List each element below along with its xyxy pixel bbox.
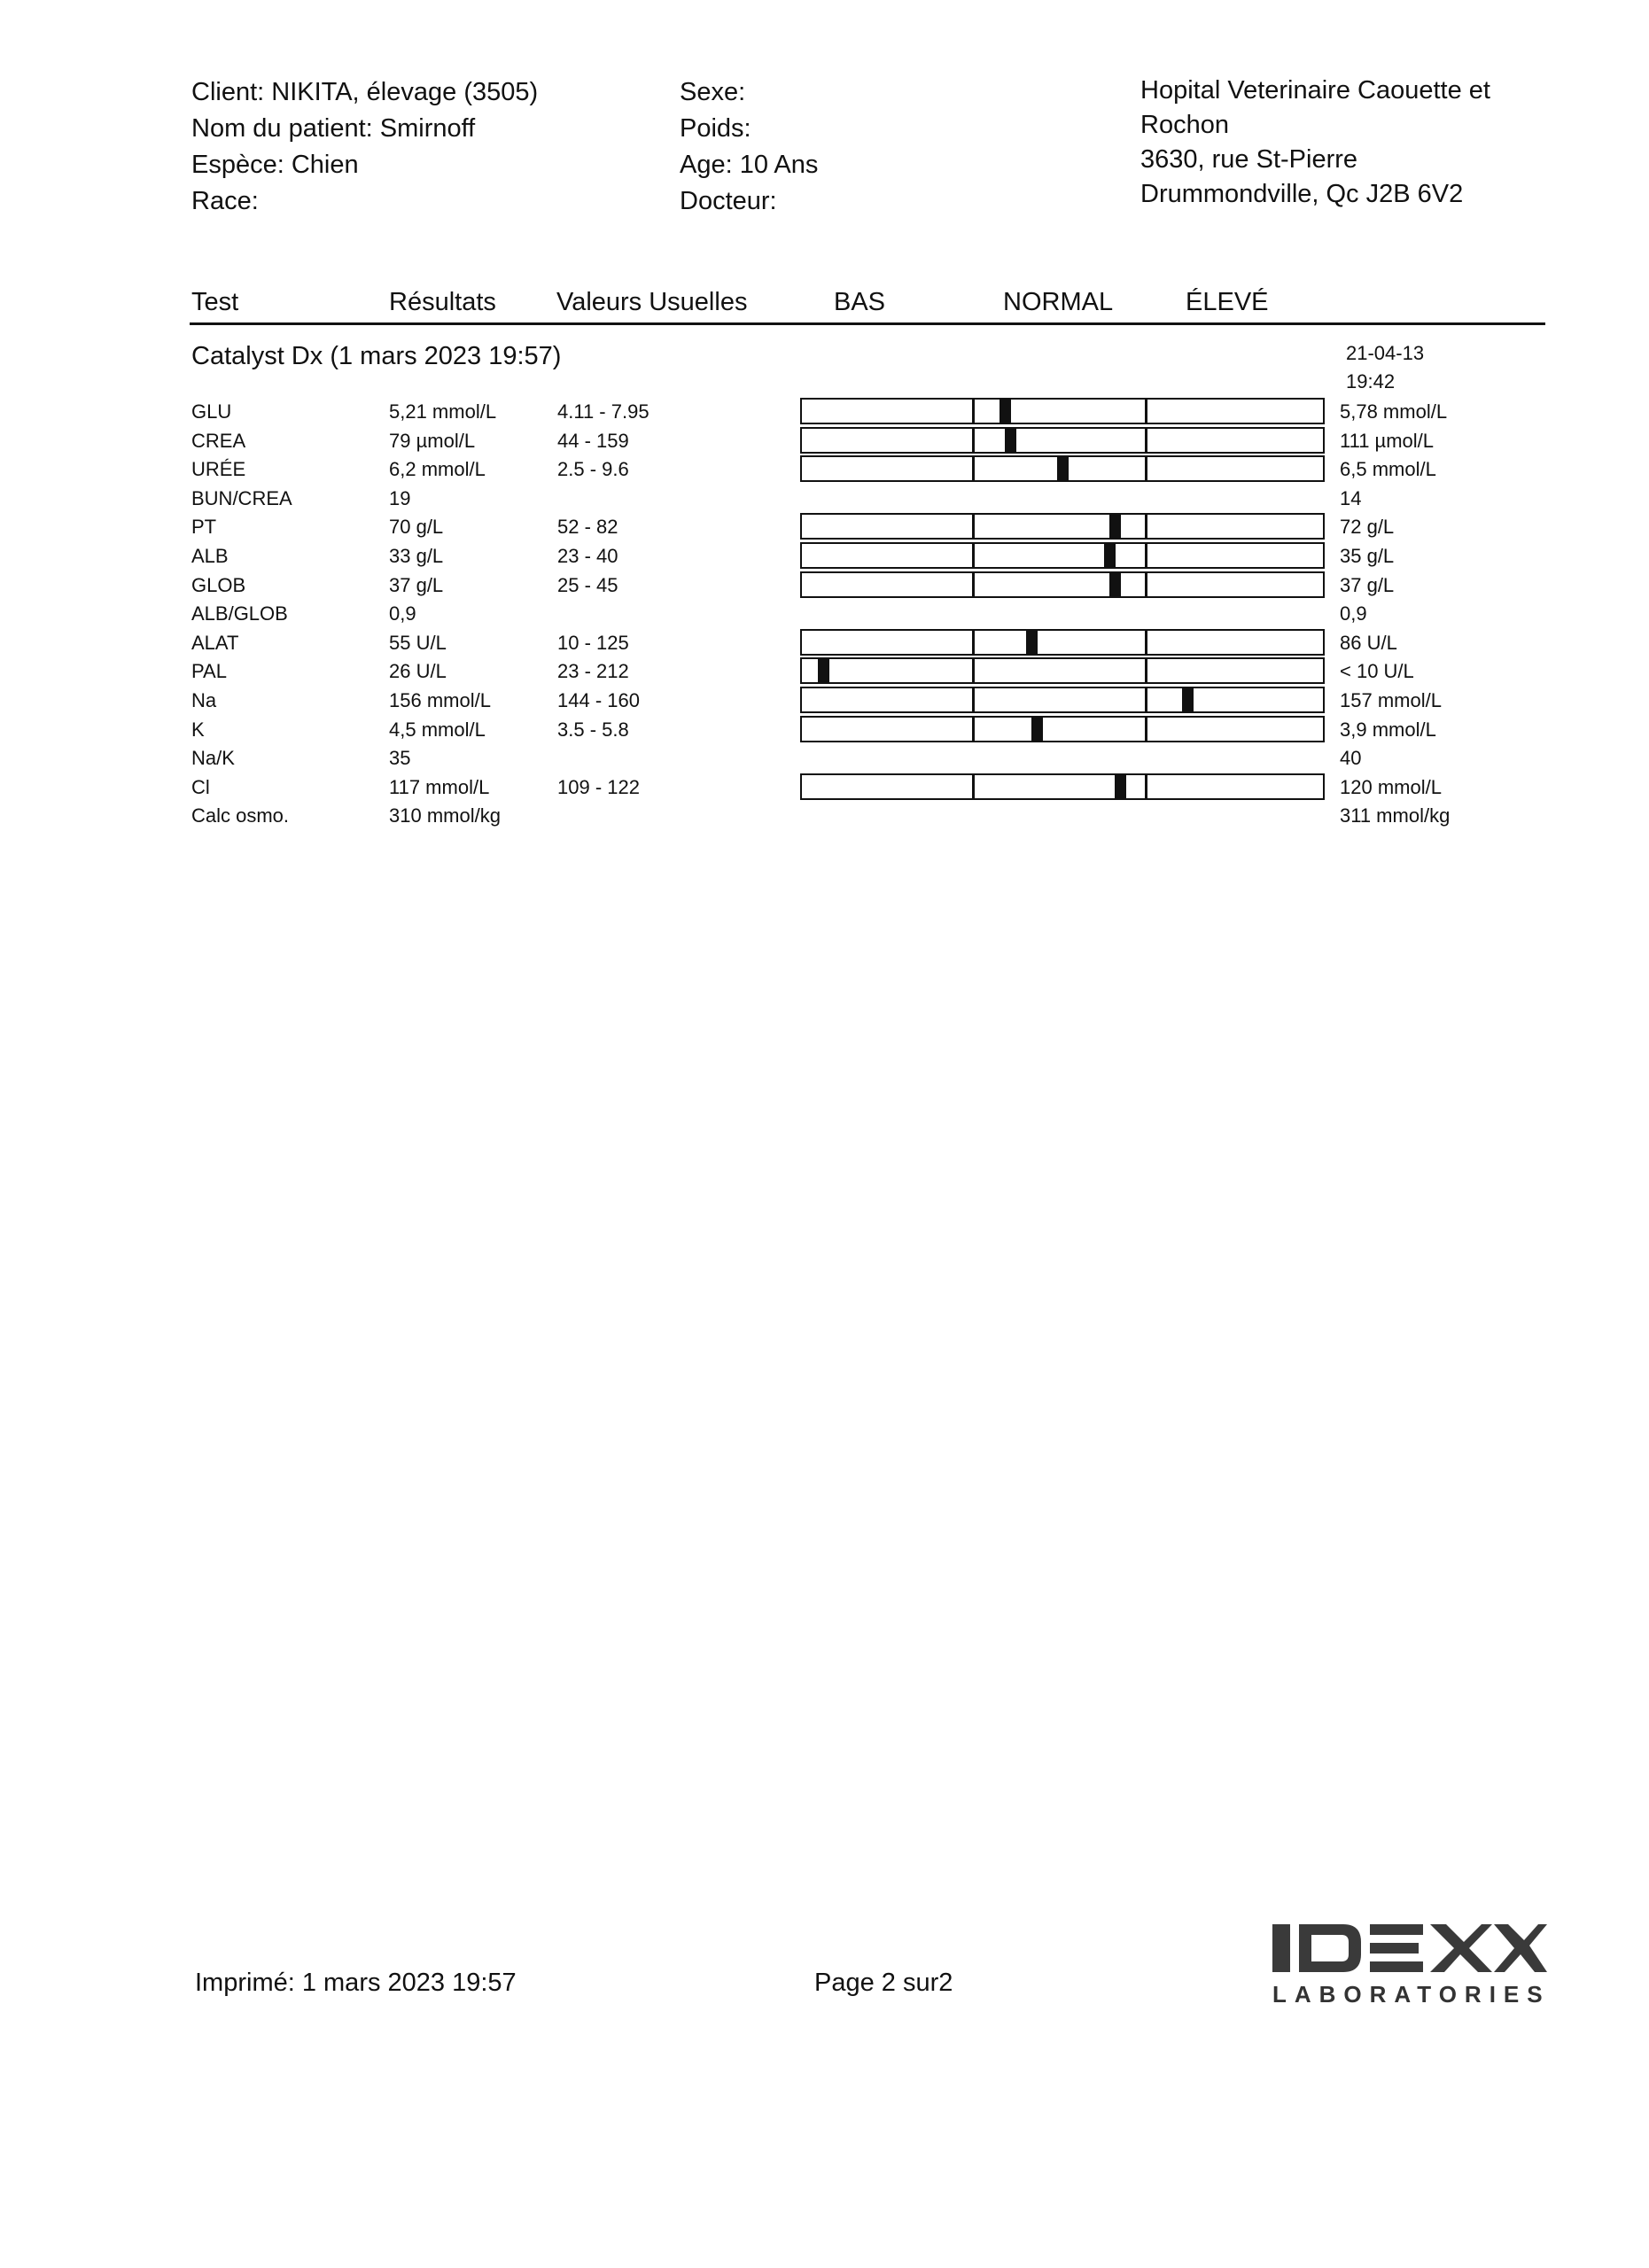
reference-range: 109 - 122 [557,775,640,798]
range-bar-high-divider [1145,718,1147,741]
range-bar [800,687,1325,713]
range-bar-high-divider [1145,775,1147,798]
reference-range: 52 - 82 [557,516,618,539]
idexx-logo-mark [1272,1921,1547,1976]
range-bar-marker [1026,631,1038,654]
previous-result: 40 [1340,747,1362,770]
range-bar-low-divider [972,573,975,596]
previous-date: 21-04-13 [1346,342,1425,364]
page-number: Page 2 sur2 [814,1969,953,1997]
test-result: 310 mmol/kg [389,804,501,827]
clinic-name-line2: Rochon [1140,111,1229,139]
printed-date: Imprimé: 1 mars 2023 19:57 [195,1969,517,1997]
previous-result: 311 mmol/kg [1340,804,1451,827]
range-bar [800,398,1325,424]
weight: Poids: [680,114,751,143]
col-header-high: ÉLEVÉ [1186,288,1269,316]
test-name: PT [191,516,217,539]
test-name: GLU [191,400,232,423]
test-result: 55 U/L [389,631,447,654]
range-bar-high-divider [1145,631,1147,654]
range-bar-low-divider [972,688,975,711]
range-bar-high-divider [1145,659,1147,682]
reference-range: 3.5 - 5.8 [557,718,629,741]
patient-name: Nom du patient: Smirnoff [191,114,476,143]
breed: Race: [191,187,259,215]
header-rule [190,322,1545,325]
previous-result: 37 g/L [1340,573,1395,596]
test-result: 70 g/L [389,516,444,539]
test-result: 19 [389,486,411,509]
range-bar [800,571,1325,598]
idexx-logo-subtitle: LABORATORIES [1272,1981,1551,2008]
reference-range: 144 - 160 [557,689,640,711]
reference-range: 23 - 40 [557,545,618,567]
species: Espèce: Chien [191,151,359,179]
test-name: CREA [191,429,246,452]
test-name: ALB/GLOB [191,602,288,625]
range-bar [800,455,1325,482]
test-result: 156 mmol/L [389,689,491,711]
range-bar-low-divider [972,544,975,567]
test-name: Calc osmo. [191,804,290,827]
idexx-logo [1272,1921,1551,2008]
range-bar-marker [1005,429,1016,452]
previous-result: 72 g/L [1340,516,1395,539]
previous-result: 5,78 mmol/L [1340,400,1448,423]
range-bar-marker [818,659,829,682]
range-bar-high-divider [1145,457,1147,480]
range-bar-marker [1057,457,1069,480]
previous-time: 19:42 [1346,370,1396,392]
client-info [191,74,538,220]
range-bar-low-divider [972,631,975,654]
previous-result: 6,5 mmol/L [1340,458,1436,481]
previous-result: 157 mmol/L [1340,689,1442,711]
test-result: 33 g/L [389,545,444,567]
test-name: Na/K [191,747,235,770]
test-result: 117 mmol/L [389,775,490,798]
range-bar-high-divider [1145,515,1147,538]
range-bar-high-divider [1145,400,1147,423]
range-bar-low-divider [972,659,975,682]
test-name: URÉE [191,458,246,481]
range-bar-high-divider [1145,688,1147,711]
previous-result: 111 µmol/L [1340,429,1435,452]
range-bar [800,716,1325,742]
col-header-test: Test [191,288,239,316]
reference-range: 23 - 212 [557,660,629,683]
clinic-info [1140,74,1490,212]
reference-range: 25 - 45 [557,573,618,596]
test-name: ALB [191,545,229,567]
test-name: PAL [191,660,227,683]
test-name: Na [191,689,217,711]
test-result: 79 µmol/L [389,429,476,452]
col-header-low: BAS [834,288,886,316]
client-name: Client: NIKITA, élevage (3505) [191,78,539,106]
previous-result: 14 [1340,486,1362,509]
col-header-reference: Valeurs Usuelles [556,288,748,316]
clinic-address-line1: 3630, rue St-Pierre [1140,145,1358,174]
previous-result: < 10 U/L [1340,660,1414,683]
range-bar-marker [1000,400,1011,423]
range-bar [800,542,1325,569]
test-result: 35 [389,747,411,770]
test-result: 26 U/L [389,660,447,683]
reference-range: 2.5 - 9.6 [557,458,629,481]
range-bar-low-divider [972,775,975,798]
range-bar-marker [1182,688,1194,711]
range-bar-low-divider [972,718,975,741]
sex: Sexe: [680,78,746,106]
range-bar-high-divider [1145,429,1147,452]
previous-result: 35 g/L [1340,545,1395,567]
test-result: 5,21 mmol/L [389,400,497,423]
range-bar [800,773,1325,800]
range-bar-low-divider [972,400,975,423]
test-result: 6,2 mmol/L [389,458,486,481]
clinic-name-line1: Hopital Veterinaire Caouette et [1140,76,1490,105]
clinic-address-line2: Drummondville, Qc J2B 6V2 [1140,180,1464,208]
reference-range: 10 - 125 [557,631,629,654]
test-result: 37 g/L [389,573,444,596]
range-bar-marker [1104,544,1116,567]
previous-result: 3,9 mmol/L [1340,718,1436,741]
test-name: Cl [191,775,210,798]
range-bar-marker [1031,718,1043,741]
test-name: K [191,718,205,741]
range-bar [800,657,1325,684]
previous-result: 0,9 [1340,602,1367,625]
col-header-normal: NORMAL [1003,288,1114,316]
test-name: ALAT [191,631,239,654]
range-bar-low-divider [972,515,975,538]
reference-range: 44 - 159 [557,429,629,452]
range-bar [800,513,1325,540]
test-name: GLOB [191,573,246,596]
patient-info [680,74,818,220]
range-bar-marker [1109,515,1121,538]
previous-result: 86 U/L [1340,631,1397,654]
range-bar-marker [1109,573,1121,596]
range-bar-low-divider [972,429,975,452]
range-bar-high-divider [1145,573,1147,596]
section-title: Catalyst Dx (1 mars 2023 19:57) [191,342,562,370]
age: Age: 10 Ans [680,151,819,179]
range-bar-high-divider [1145,544,1147,567]
test-name: BUN/CREA [191,486,292,509]
test-result: 4,5 mmol/L [389,718,486,741]
range-bar-low-divider [972,457,975,480]
col-header-results: Résultats [389,288,496,316]
range-bar [800,427,1325,454]
range-bar-marker [1115,775,1126,798]
previous-result: 120 mmol/L [1340,775,1442,798]
test-result: 0,9 [389,602,416,625]
doctor: Docteur: [680,187,777,215]
reference-range: 4.11 - 7.95 [557,400,649,423]
range-bar [800,629,1325,656]
